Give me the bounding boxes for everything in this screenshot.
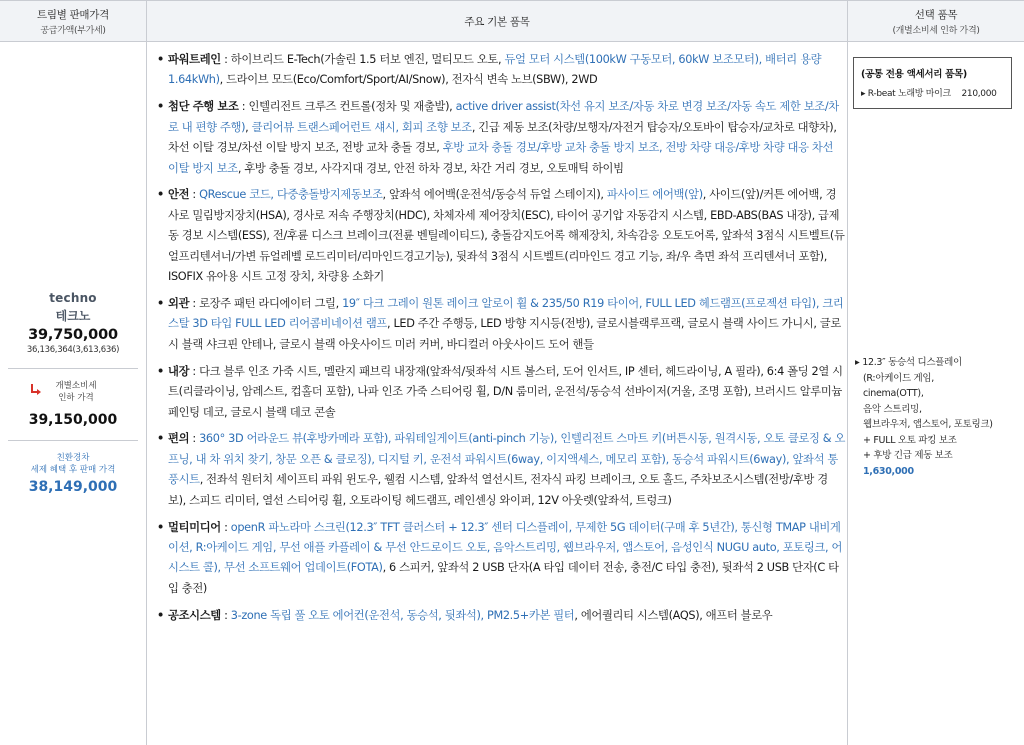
header-options xyxy=(848,0,1024,42)
feature-category: 첨단 주행 보조 xyxy=(168,100,239,114)
red-arrow-icon xyxy=(30,384,42,396)
trim-info xyxy=(0,291,146,355)
feature-category: 멀티미디어 xyxy=(168,520,221,534)
bullet-icon: • xyxy=(157,296,164,310)
header-features-title: 주요 기본 품목 xyxy=(464,15,530,28)
feature-item: • 안전 : ԚRescue 코드, 다중충돌방지제동보조, 앞좌석 에어백(운전석/동승석 듀얼 스테이지), 파사이드 에어백(앞), 사이드(앞)/커튼 에어백, 경사로 밀림방지장치(HSA), 경사로 저속 주행장치(HDC), 차체자세 제어장치(ESC), 타이어 공기압 자동감지 시스템, EBD-ABS(BAS 내장), 급제동 경보 시스템(ESS), 전/후륜 디스크 브레이크(전륜 벤틸레이티드), 충돌감지도어록 해제장치, 차속감응 오토도어록, 앞좌석 3점식 시트벨트(듀얼프리텐셔너/가변 듀얼레벨 로드리미터/리마인드경고기능), 뒷좌석 3점식 시트벨트(리마인드 경고 기능, 좌/우 측면 좌석 프리텐셔너 포함), ISOFIX 유아용 시트 고정 장치, 차량용 소화기 xyxy=(155,185,845,287)
tax-label-line2: 인하 가격 xyxy=(58,393,94,403)
package-line: + 후방 긴급 제동 보조 xyxy=(863,450,953,461)
accessory-item-price: 210,000 xyxy=(961,89,997,99)
trim-name-en: techno xyxy=(49,291,97,305)
eco-benefit xyxy=(0,452,146,495)
option-package xyxy=(855,355,1020,479)
divider xyxy=(8,440,138,441)
package-line-text: 12.3″ 동승석 디스플레이 xyxy=(862,357,962,368)
feature-highlight-text: 클리어뷰 트랜스페어런트 섀시, 회피 조향 보조 xyxy=(251,120,472,134)
feature-text: 로장주 패턴 라디에이터 그릴, xyxy=(199,296,343,310)
header-main-features xyxy=(147,0,847,42)
package-line: 웹브라우저, 앱스토어, 포토링크) xyxy=(863,419,993,430)
feature-category: 내장 xyxy=(168,364,190,378)
eco-price: 38,149,000 xyxy=(28,479,118,495)
feature-highlight-text: 3-zone 독립 풀 오토 에어컨(운전석, 동승석, 뒷좌석), PM2.5+카본 필터 xyxy=(230,608,575,622)
package-line: cinema(OTT), xyxy=(863,388,924,399)
header-trim-title: 트림별 판매가격 xyxy=(37,8,109,21)
feature-highlight-text: active driver assist(차선 유지 보조/자동 차로 변경 보조/자동 속도 제한 보조/차로 내 편향 주행) xyxy=(168,100,839,134)
feature-highlight-text: 파사이드 에어백(앞) xyxy=(606,188,703,202)
feature-item: • 멀티미디어 : openR 파노라마 스크린(12.3″ TFT 클러스터 + 12.3″ 센터 디스플레이, 무제한 5G 데이터(구매 후 5년간), 통신형 TMAP 내비게이션, R:아케이드 게임, 무선 애플 카플레이 & 무선 안드로이드 오토, 음악스트리밍, 웹브라우저, 앱스토어, 음성인식 NUGU auto, 포토링크, 어시스트 콜), 무선 소프트웨어 업데이트(FOTA), 6 스피커, 앞좌석 2 USB 단자(A 타입 데이터 전송, 충전/C 타입 충전), 뒷좌석 2 USB 단자(C 타입 충전) xyxy=(155,518,845,600)
feature-text: 인텔리전트 크루즈 컨트롤(정차 및 재출발), xyxy=(248,100,456,114)
feature-category: 외관 xyxy=(168,296,190,310)
trim-name-ko: 테크노 xyxy=(55,309,91,323)
feature-highlight-text: 듀얼 모터 시스템(100kW 구동모터, 60kW 보조모터), 배터리 용량 1.64kWh) xyxy=(168,53,822,87)
feature-highlight-text: 360° 3D 어라운드 뷰(후방카메라 포함), 파워테일게이트(anti-pinch 기능), 인텔리전트 스마트 키(버튼시동, 원격시동, 오토 클로징 & 오프닝, 내 차 위치 찾기, 창문 오픈 & 클로징), 디지털 키, 운전석 파워시트(6way, 이지액세스, 메모리 포함), 동승석 파워시트(6way), 앞좌석 통풍시트 xyxy=(168,432,846,487)
divider xyxy=(8,368,138,369)
header-options-sub: (개별소비세 인하 가격) xyxy=(892,25,980,36)
feature-highlight-text: openR 파노라마 스크린(12.3″ TFT 클러스터 + 12.3″ 센터 디스플레이, 무제한 5G 데이터(구매 후 5년간), 통신형 TMAP 내비게이션, R:아케이드 게임, 무선 애플 카플레이 & 무선 안드로이드 오토, 음악스트리밍, 웹브라우저, 앱스토어, 음성인식 NUGU auto, 포토링크, 어시스트 콜), 무선 소프트웨어 업데이트(FOTA) xyxy=(168,520,843,575)
column-divider xyxy=(847,0,848,745)
package-price: 1,630,000 xyxy=(863,465,914,477)
feature-category: 공조시스템 xyxy=(168,608,221,622)
feature-item: • 편의 : 360° 3D 어라운드 뷰(후방카메라 포함), 파워테일게이트(anti-pinch 기능), 인텔리전트 스마트 키(버튼시동, 원격시동, 오토 클로징 & 오프닝, 내 차 위치 찾기, 창문 오픈 & 클로징), 디지털 키, 운전석 파워시트(6way, 이지액세스, 메모리 포함), 동승석 파워시트(6way), 앞좌석 통풍시트, 전좌석 원터치 세이프티 파워 윈도우, 웰컴 시스템, 앞좌석 열선시트, 전자식 파킹 브레이크, 오토 홀드, 주차보조시스템(전방/후방 경보), 스피드 리미터, 열선 스티어링 휠, 오토라이팅 헤드램프, 레인센싱 와이퍼, 12V 아웃렛(앞좌석, 트렁크) xyxy=(155,429,845,511)
feature-text: , LED 주간 주행등, LED 방향 지시등(전방), 글로시블랙루프랙, 글로시 블랙 사이드 가니시, 글로시 블랙 샤크핀 안테나, 글로시 블랙 아웃사이드 미러 커버, 바디컬러 아웃사이드 도어 핸들 xyxy=(168,317,841,351)
feature-category: 파워트레인 xyxy=(168,53,221,66)
bullet-icon: • xyxy=(157,432,164,446)
feature-text: , 긴급 제동 보조(차량/보행자/자전거 탑승자/오토바이 탑승자/교차로 대향차), 차선 이탈 경보/차선 이탈 방지 보조, 전방 교차 충돌 경보, xyxy=(168,120,837,155)
package-line: (R:아케이드 게임, xyxy=(863,372,935,384)
accessory-box xyxy=(853,57,1012,109)
feature-item: • 내장 : 다크 블루 인조 가죽 시트, 멜란지 패브릭 내장재(앞좌석/뒷좌석 시트 볼스터, 도어 인서트, IP 센터, 헤드라이닝, A 필라), 6:4 폴딩 2열 시트(리클라이닝, 암레스트, 컵홀더 포함), 나파 인조 가죽 스티어링 휠, D/N 룸미러, 운전석/동승석 선바이저(거울, 조명 포함), 브러시드 알루미늄 페인팅 데코, 글로시 블랙 데코 콘솔 xyxy=(155,362,845,423)
eco-label-line1: 친환경차 xyxy=(56,453,90,463)
tax-reduced-label xyxy=(50,380,102,404)
header-options-title: 선택 품목 xyxy=(914,8,958,21)
accessory-title: (공통 전용 액세서리 품목) xyxy=(861,69,967,80)
package-line: 음악 스트리밍, xyxy=(863,403,922,415)
package-line xyxy=(855,355,1020,371)
feature-item: • 첨단 주행 보조 : 인텔리전트 크루즈 컨트롤(정차 및 재출발), active driver assist(차선 유지 보조/자동 차로 변경 보조/자동 속도 제한 보조/차로 내 편향 주행), 클리어뷰 트랜스페어런트 섀시, 회피 조향 보조, 긴급 제동 보조(차량/보행자/자전거 탑승자/오토바이 탑승자/교차로 대향차), 차선 이탈 경보/차선 이탈 방지 보조, 전방 교차 충돌 경보, 후방 교차 충돌 경보/후방 교차 충돌 방지 보조, 전방 차량 대응/후방 차량 대응 차선 이탈 방지 보조, 후방 충돌 경보, 사각지대 경보, 안전 하차 경보, 차간 거리 경보, 오토매틱 하이빔 xyxy=(155,97,845,179)
bullet-icon: • xyxy=(157,188,164,202)
feature-category: 안전 xyxy=(168,188,190,202)
feature-category: 편의 xyxy=(168,432,190,446)
feature-text: , 6 스피커, 앞좌석 2 USB 단자(A 타입 데이터 전송, 충전/C 타입 충전), 뒷좌석 2 USB 단자(C 타입 충전) xyxy=(168,561,839,595)
feature-highlight-text: 후방 교차 충돌 경보/후방 교차 충돌 방지 보조, 전방 차량 대응/후방 차량 대응 차선 이탈 방지 보조 xyxy=(168,141,834,175)
tax-reduced-price: 39,150,000 xyxy=(28,412,118,428)
feature-text: , 에어퀄리티 시스템(AQS), 애프터 블로우 xyxy=(574,608,773,622)
package-line: + FULL 오토 파킹 보조 xyxy=(863,434,957,446)
header-trim-price xyxy=(0,0,146,42)
accessory-item xyxy=(861,86,1011,99)
feature-item: • 공조시스템 : 3-zone 독립 풀 오토 에어컨(운전석, 동승석, 뒷좌석), PM2.5+카본 필터, 에어퀄리티 시스템(AQS), 애프터 블로우 xyxy=(155,606,845,626)
header-trim-sub: 공급가액(부가세) xyxy=(40,25,106,36)
feature-highlight-text: 19″ 다크 그레이 원톤 레이크 알로이 휠 & 235/50 R19 타이어, FULL LED 헤드램프(프로젝션 타입), 크리스탈 3D 타입 FULL LED 리어콤비네이션 램프 xyxy=(168,296,844,331)
column-divider xyxy=(146,0,147,745)
bullet-icon: • xyxy=(157,364,164,378)
feature-text: , 드라이브 모드(Eco/Comfort/Sport/AI/Snow), 전자식 변속 노브(SBW), 2WD xyxy=(219,73,598,87)
feature-item: • 파워트레인 : 하이브리드 E-Tech(가솔린 1.5 터보 엔진, 멀티모드 오토, 듀얼 모터 시스템(100kW 구동모터, 60kW 보조모터), 배터리 용량 1.64kWh), 드라이브 모드(Eco/Comfort/Sport/AI/Snow), 전자식 변속 노브(SBW), 2WD xyxy=(155,50,845,91)
accessory-item-name: R-beat 노래방 마이크 xyxy=(867,89,951,99)
feature-text: , 후방 충돌 경보, 사각지대 경보, 안전 하차 경보, 차간 거리 경보, 오토매틱 하이빔 xyxy=(237,161,624,175)
feature-text: 하이브리드 E-Tech(가솔린 1.5 터보 엔진, 멀티모드 오토, xyxy=(230,53,505,66)
feature-highlight-text: ԚRescue 코드, 다중충돌방지제동보조 xyxy=(199,188,383,202)
bullet-icon: • xyxy=(157,608,164,622)
eco-label-line2: 세제 혜택 후 판매 가격 xyxy=(30,465,116,475)
triangle-bullet-icon: ▸ xyxy=(855,357,863,368)
trim-supply-price: 36,136,364(3,613,636) xyxy=(26,345,120,355)
feature-text: , 전좌석 원터치 세이프티 파워 윈도우, 웰컴 시스템, 앞좌석 열선시트, 전자식 파킹 브레이크, 오토 홀드, 주차보조시스템(전방/후방 경보), 스피드 리미터, 열선 스티어링 휠, 오토라이팅 헤드램프, 레인센싱 와이퍼, 12V 아웃렛(앞좌석, 트렁크) xyxy=(168,473,828,507)
feature-text: , xyxy=(245,120,252,134)
bullet-icon: • xyxy=(157,53,164,66)
feature-text: , 사이드(앞)/커튼 에어백, 경사로 밀림방지장치(HSA), 경사로 저속 주행장치(HDC), 차체자세 제어장치(ESC), 타이어 공기압 자동감지 시스템, EBD-ABS(BAS 내장), 급제동 경보 시스템(ESS), 전/후륜 디스크 브레이크(전륜 벤틸레이티드), 충돌감지도어록 해제장치, 차속감응 오토도어록, 앞좌석 3점식 시트벨트(듀얼프리텐셔너/가변 듀얼레벨 로드리미터/리마인드경고기능), 뒷좌석 3점식 시트벨트(리마인드 경고 기능, 좌/우 측면 좌석 프리텐셔너 포함), ISOFIX 유아용 시트 고정 장치, 차량용 소화기 xyxy=(168,188,845,284)
tax-label-line1: 개별소비세 xyxy=(55,381,97,391)
bullet-icon: • xyxy=(157,100,164,114)
feature-item: • 외관 : 로장주 패턴 라디에이터 그릴, 19″ 다크 그레이 원톤 레이크 알로이 휠 & 235/50 R19 타이어, FULL LED 헤드램프(프로젝션 타입), 크리스탈 3D 타입 FULL LED 리어콤비네이션 램프, LED 주간 주행등, LED 방향 지시등(전방), 글로시블랙루프랙, 글로시 블랙 사이드 가니시, 글로시 블랙 샤크핀 안테나, 글로시 블랙 아웃사이드 미러 커버, 바디컬러 아웃사이드 도어 핸들 xyxy=(155,294,845,355)
triangle-bullet-icon: ▸ xyxy=(861,89,866,99)
bullet-icon: • xyxy=(157,520,164,534)
trim-price: 39,750,000 xyxy=(28,327,118,343)
feature-text: 다크 블루 인조 가죽 시트, 멜란지 패브릭 내장재(앞좌석/뒷좌석 시트 볼스터, 도어 인서트, IP 센터, 헤드라이닝, A 필라), 6:4 폴딩 2열 시트(리클라이닝, 암레스트, 컵홀더 포함), 나파 인조 가죽 스티어링 휠, D/N 룸미러, 운전석/동승석 선바이저(거울, 조명 포함), 브러시드 알루미늄 페인팅 데코, 글로시 블랙 데코 콘솔 xyxy=(168,364,843,419)
feature-text: , 앞좌석 에어백(운전석/동승석 듀얼 스테이지), xyxy=(382,188,607,202)
feature-list xyxy=(155,50,845,633)
